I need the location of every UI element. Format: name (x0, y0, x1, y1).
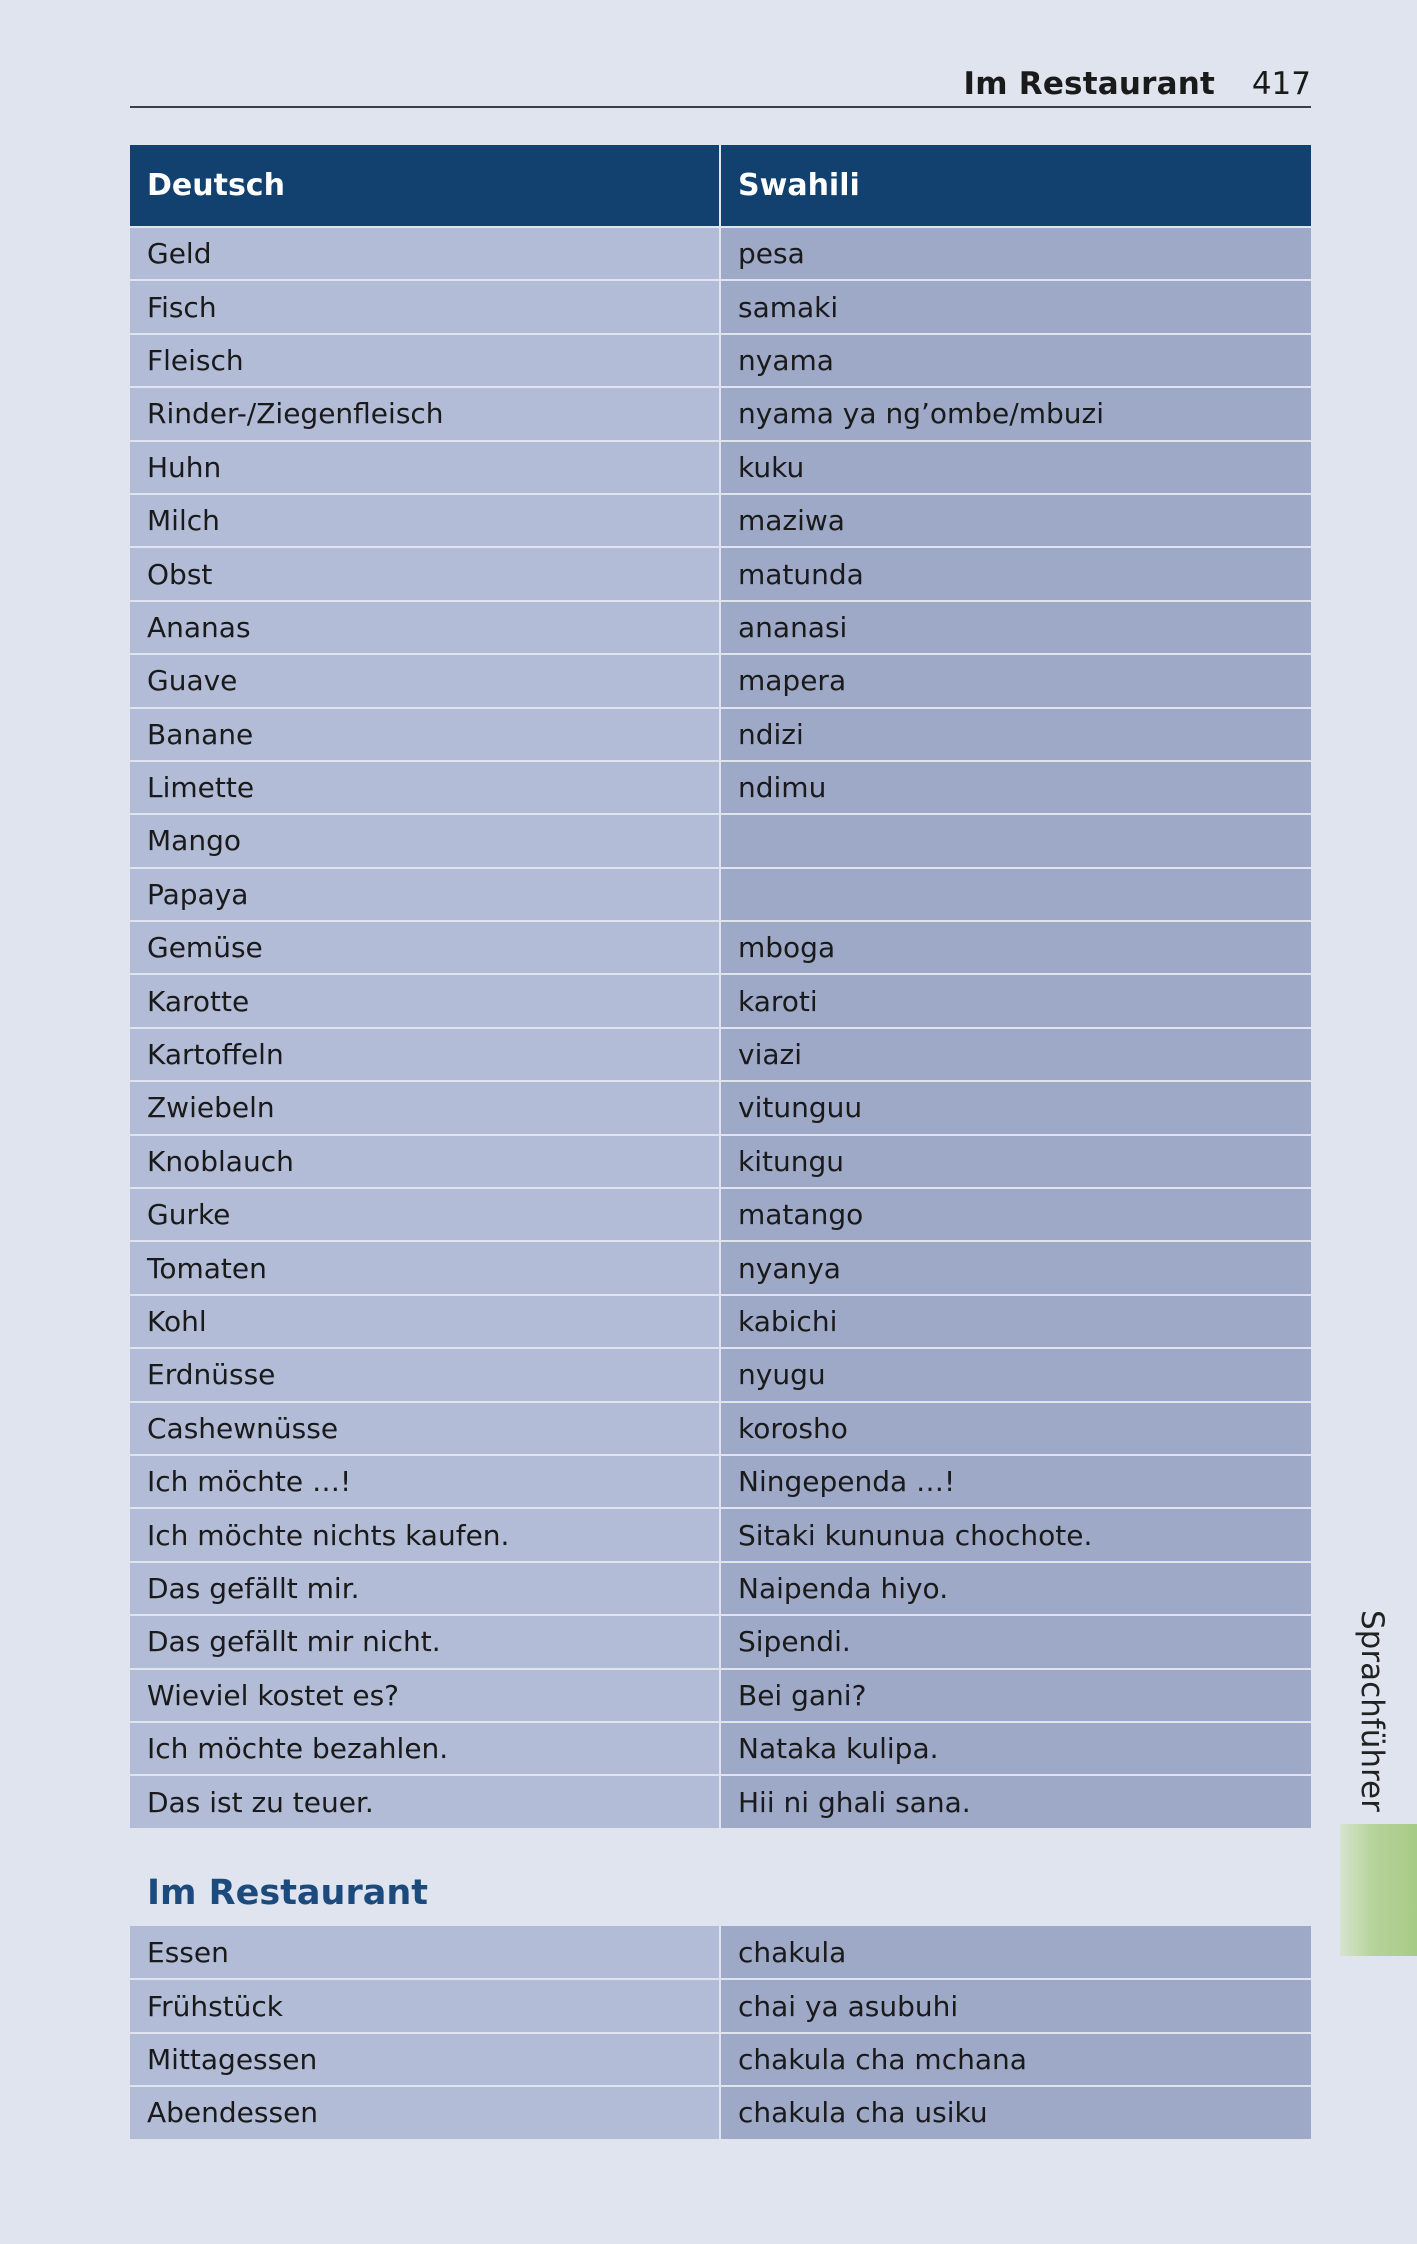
german-term: Kohl (130, 1295, 720, 1348)
german-term: Fleisch (130, 334, 720, 387)
swahili-term: nyanya (720, 1241, 1311, 1294)
table-row (130, 1188, 1311, 1241)
table-row (130, 280, 1311, 333)
restaurant-vocabulary-table (130, 1926, 1311, 2141)
swahili-term: ananasi (720, 601, 1311, 654)
table-row (130, 654, 1311, 707)
german-term: Ich möchte bezahlen. (130, 1722, 720, 1775)
german-term: Zwiebeln (130, 1081, 720, 1134)
table-row (130, 1455, 1311, 1508)
german-term: Cashewnüsse (130, 1402, 720, 1455)
swahili-term: Nataka kulipa. (720, 1722, 1311, 1775)
table-row (130, 1402, 1311, 1455)
swahili-term: mboga (720, 921, 1311, 974)
german-term: Erdnüsse (130, 1348, 720, 1401)
german-term: Milch (130, 494, 720, 547)
swahili-term: matango (720, 1188, 1311, 1241)
table-row (130, 1295, 1311, 1348)
german-term: Wieviel kostet es? (130, 1669, 720, 1722)
swahili-term (720, 814, 1311, 867)
table-row (130, 494, 1311, 547)
swahili-term: viazi (720, 1028, 1311, 1081)
german-term: Mittagessen (130, 2033, 720, 2086)
table-row (130, 1348, 1311, 1401)
swahili-term: pesa (720, 227, 1311, 280)
german-term: Huhn (130, 441, 720, 494)
table-row (130, 2033, 1311, 2086)
table-row (130, 974, 1311, 1027)
german-term: Das gefällt mir nicht. (130, 1615, 720, 1668)
swahili-term: Sipendi. (720, 1615, 1311, 1668)
swahili-term: Sitaki kununua chochote. (720, 1508, 1311, 1561)
table-row (130, 1775, 1311, 1828)
side-tab-text: Sprachführer (1354, 1610, 1390, 1812)
german-term: Abendessen (130, 2086, 720, 2139)
german-term: Ich möchte nichts kaufen. (130, 1508, 720, 1561)
table-row (130, 334, 1311, 387)
table-row (130, 761, 1311, 814)
table-row (130, 814, 1311, 867)
swahili-term: kitungu (720, 1135, 1311, 1188)
swahili-term: nyama (720, 334, 1311, 387)
swahili-term: Bei gani? (720, 1669, 1311, 1722)
table-row (130, 1135, 1311, 1188)
swahili-term: nyugu (720, 1348, 1311, 1401)
german-term: Geld (130, 227, 720, 280)
side-tab-label (1342, 1610, 1402, 1810)
swahili-term: korosho (720, 1402, 1311, 1455)
german-term: Fisch (130, 280, 720, 333)
column-header-swahili: Swahili (720, 145, 1311, 227)
table-row (130, 868, 1311, 921)
swahili-term: kuku (720, 441, 1311, 494)
swahili-term: nyama ya ng’ombe/mbuzi (720, 387, 1311, 440)
swahili-term: matunda (720, 547, 1311, 600)
swahili-term: ndizi (720, 708, 1311, 761)
header-section-title: Im Restaurant (963, 66, 1215, 102)
german-term: Gurke (130, 1188, 720, 1241)
table-row (130, 1926, 1311, 1979)
vocabulary-table (130, 145, 1311, 1830)
section-heading-im-restaurant: Im Restaurant (147, 1873, 428, 1913)
swahili-term: maziwa (720, 494, 1311, 547)
table-row (130, 1028, 1311, 1081)
swahili-term: chakula cha usiku (720, 2086, 1311, 2139)
table-row (130, 601, 1311, 654)
table-row (130, 708, 1311, 761)
german-term: Knoblauch (130, 1135, 720, 1188)
swahili-term: mapera (720, 654, 1311, 707)
swahili-term: ndimu (720, 761, 1311, 814)
german-term: Ananas (130, 601, 720, 654)
table-row (130, 1615, 1311, 1668)
german-term: Papaya (130, 868, 720, 921)
german-term: Tomaten (130, 1241, 720, 1294)
running-header (130, 62, 1311, 108)
table-row (130, 1081, 1311, 1134)
table-row (130, 921, 1311, 974)
restaurant-table-body (130, 1926, 1311, 2140)
swahili-term: Naipenda hiyo. (720, 1562, 1311, 1615)
german-term: Gemüse (130, 921, 720, 974)
german-term: Mango (130, 814, 720, 867)
german-term: Limette (130, 761, 720, 814)
vocabulary-table-body (130, 227, 1311, 1829)
german-term: Frühstück (130, 1979, 720, 2032)
swahili-term: Hii ni ghali sana. (720, 1775, 1311, 1828)
swahili-term: kabichi (720, 1295, 1311, 1348)
german-term: Obst (130, 547, 720, 600)
german-term: Banane (130, 708, 720, 761)
swahili-term: karoti (720, 974, 1311, 1027)
swahili-term (720, 868, 1311, 921)
swahili-term: vitunguu (720, 1081, 1311, 1134)
swahili-term: samaki (720, 280, 1311, 333)
table-row (130, 227, 1311, 280)
german-term: Rinder-/Ziegenfleisch (130, 387, 720, 440)
table-row (130, 387, 1311, 440)
table-row (130, 547, 1311, 600)
table-header-row (130, 145, 1311, 227)
table-row (130, 1508, 1311, 1561)
table-row (130, 1669, 1311, 1722)
page-number: 417 (1251, 66, 1311, 102)
table-row (130, 1722, 1311, 1775)
german-term: Karotte (130, 974, 720, 1027)
swahili-term: Ningependa …! (720, 1455, 1311, 1508)
german-term: Ich möchte …! (130, 1455, 720, 1508)
table-row (130, 2086, 1311, 2139)
swahili-term: chai ya asubuhi (720, 1979, 1311, 2032)
table-row (130, 1241, 1311, 1294)
german-term: Essen (130, 1926, 720, 1979)
thumb-index-tab (1340, 1824, 1417, 1956)
german-term: Das gefällt mir. (130, 1562, 720, 1615)
table-row (130, 1562, 1311, 1615)
german-term: Kartoffeln (130, 1028, 720, 1081)
swahili-term: chakula cha mchana (720, 2033, 1311, 2086)
column-header-deutsch: Deutsch (130, 145, 720, 227)
german-term: Das ist zu teuer. (130, 1775, 720, 1828)
table-row (130, 1979, 1311, 2032)
german-term: Guave (130, 654, 720, 707)
swahili-term: chakula (720, 1926, 1311, 1979)
table-row (130, 441, 1311, 494)
